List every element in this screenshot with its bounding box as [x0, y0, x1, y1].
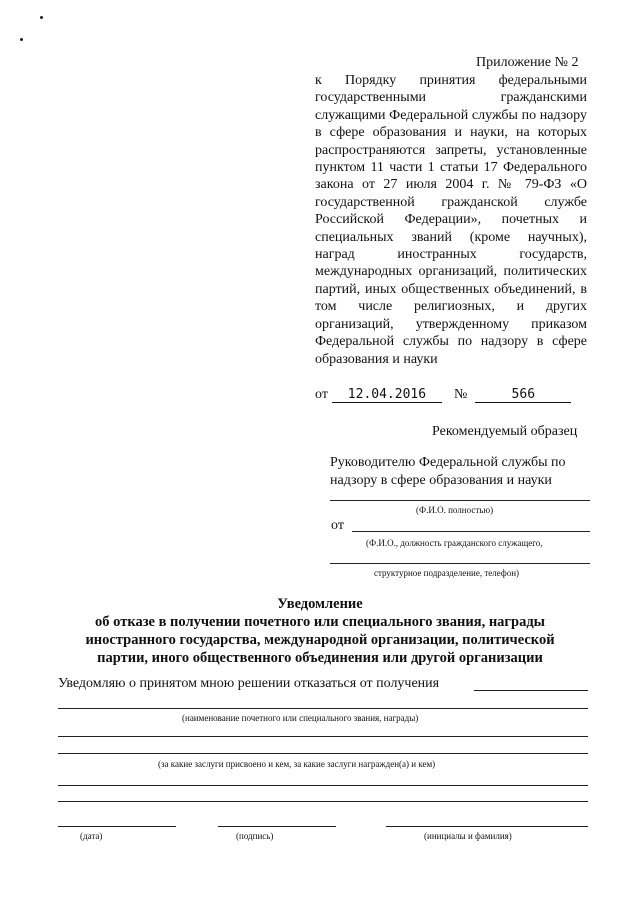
- notice-subtitle-line-1: об отказе в получении почетного или специального звания, награды: [95, 614, 545, 630]
- notice-title: Уведомление: [277, 596, 363, 612]
- merits-caption: (за какие заслуги присвоено и кем, за какие заслуги награжден(а) и кем): [158, 759, 436, 769]
- award-line[interactable]: [58, 708, 588, 709]
- fio-caption: (Ф.И.О. полностью): [416, 505, 494, 515]
- signature-line[interactable]: [218, 826, 336, 827]
- fio-line[interactable]: [330, 500, 590, 501]
- date-line[interactable]: [58, 826, 176, 827]
- order-prefix: от: [315, 387, 328, 402]
- notice-text: Уведомляю о принятом мною решении отказаться от получения: [58, 676, 440, 691]
- name-caption: (инициалы и фамилия): [424, 831, 512, 841]
- merits-line-4[interactable]: [58, 801, 588, 802]
- from-caption: (Ф.И.О., должность гражданского служащего,: [366, 538, 543, 548]
- unit-caption: структурное подразделение, телефон): [374, 568, 520, 578]
- order-number-label: №: [453, 387, 468, 402]
- order-date: 12.04.2016: [332, 388, 442, 403]
- appendix-text: к Порядку принятия федеральными государственными гражданскими служащими Федеральной службы по надзору в сфере образования и науки, на которых распространяются запреты, установленные пунктом 11 части 1 статьи 17 Федерального закона от 27 июля 2004 г. № 79-ФЗ «О государственной гражданской службе Российской Федерации», почетных и специальных званий (кроме научных), наград иностранных государств, международных организаций, политических партий, иных общественных объединений, в том числе религиозных, и других организаций, утвержденному приказом Федеральной службы по надзору в сфере образования и науки: [315, 73, 587, 367]
- scan-dot: [40, 16, 43, 19]
- from-label: от: [331, 518, 344, 533]
- unit-line[interactable]: [330, 563, 590, 564]
- award-line-inline[interactable]: [474, 690, 588, 691]
- recommended-sample-label: Рекомендуемый образец: [432, 424, 578, 439]
- merits-line-3[interactable]: [58, 785, 588, 786]
- appendix-number: Приложение № 2: [476, 55, 579, 70]
- addressee-head: Руководителю Федеральной службы по надзору в сфере образования и науки: [330, 455, 566, 488]
- from-line[interactable]: [352, 531, 590, 532]
- notice-subtitle-line-2: иностранного государства, международной организации, политической: [85, 632, 555, 648]
- order-number: 566: [475, 388, 571, 403]
- award-caption: (наименование почетного или специального звания, награды): [182, 713, 419, 723]
- merits-line-2[interactable]: [58, 753, 588, 754]
- name-line[interactable]: [386, 826, 588, 827]
- order-reference: [315, 387, 571, 403]
- scan-dot: [20, 38, 23, 41]
- date-caption: (дата): [80, 831, 103, 841]
- merits-line-1[interactable]: [58, 736, 588, 737]
- signature-caption: (подпись): [236, 831, 274, 841]
- notice-subtitle-line-3: партии, иного общественного объединения или другой организации: [97, 650, 543, 666]
